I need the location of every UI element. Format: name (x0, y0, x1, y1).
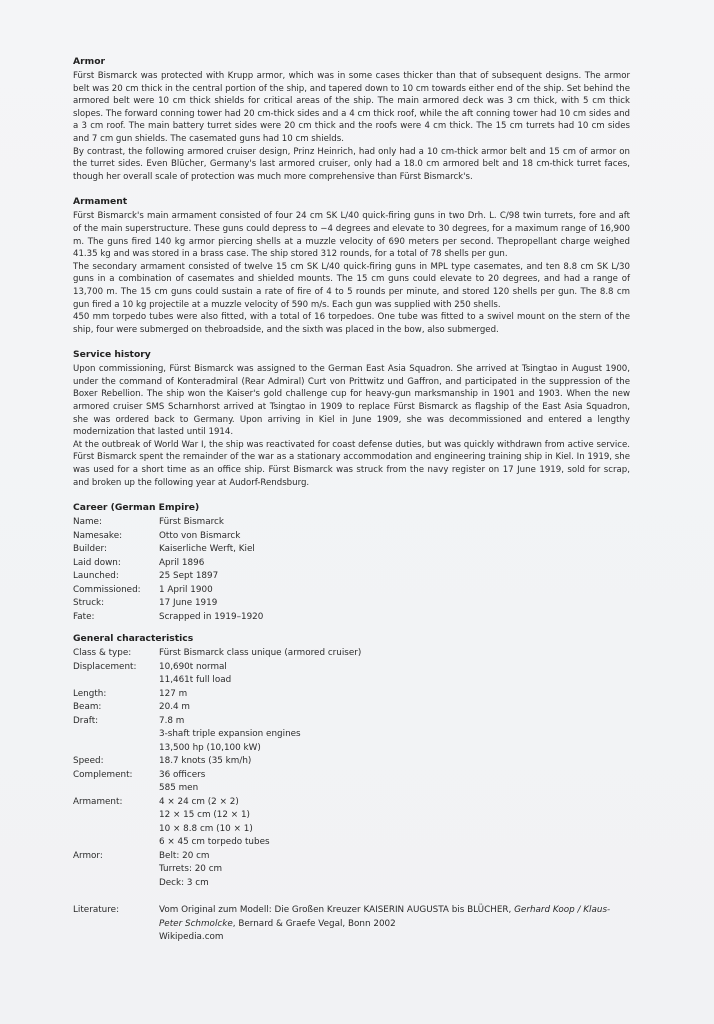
general-row (73, 661, 630, 675)
general-key: Length: (73, 688, 107, 699)
armor-paragraph-1: Fürst Bismarck was protected with Krupp armor, which was in some cases thicker than that of subsequent designs. The armor belt was 20 cm thick in the central portion of the ship, and tapered down to 10 cm towards either end of the ship. Set behind the armored belt were 10 cm thick shields for critical areas of the ship. The main armored deck was 3 cm thick, with 5 cm thick slopes. The forward conning tower had 20 cm-thick sides and a 4 cm thick roof, while the aft conning tower had 10 cm sides and a 3 cm roof. The main battery turret sides were 20 cm thick and the roofs were 4 cm thick. The 15 cm turrets had 10 cm sides and 7 cm gun shields. The casemated guns had 10 cm shields. (73, 71, 630, 144)
career-value: Kaiserliche Werft, Kiel (159, 544, 255, 555)
general-key (73, 836, 159, 850)
general-key (73, 728, 159, 742)
general-value: Belt: 20 cm (159, 850, 210, 861)
service-paragraph-2: At the outbreak of World War I, the ship was reactivated for coast defense duties, but was quickly withdrawn from active service. Fürst Bismarck spent the remainder of the war as a stationary accommodation and engineering training ship in Kiel. In 1919, she was used for a short time as an office ship. Fürst Bismarck was struck from the navy register on 17 June 1919, sold for scrap, and broken up the following year at Audorf-Rendsburg. (73, 439, 630, 488)
general-value: 10 × 8.8 cm (10 × 1) (159, 823, 253, 834)
general-value: Fürst Bismarck class unique (armored cruiser) (159, 648, 362, 659)
career-value: April 1896 (159, 557, 205, 568)
career-value: Scrapped in 1919–1920 (159, 611, 264, 622)
armor-section (73, 56, 630, 183)
armament-paragraph-1: Fürst Bismarck's main armament consisted of four 24 cm SK L/40 quick-firing guns in two Drh. L. C/98 twin turrets, fore and aft of the main superstructure. These guns could depress to −4 degrees and elevate to 30 degrees, for a maximum range of 16,900 m. The guns fired 140 kg armor piercing shells at a muzzle velocity of 690 meters per second. Thepropellant charge weighed 41.35 kg and was stored in a brass case. The ship stored 312 rounds, for a total of 78 shells per gun. (73, 211, 630, 260)
general-key: Complement: (73, 769, 133, 780)
armament-section (73, 196, 630, 336)
career-key: Commissioned: (73, 584, 141, 595)
general-key (73, 782, 159, 796)
career-key: Namesake: (73, 530, 123, 541)
literature-text (159, 904, 630, 945)
general-key (73, 823, 159, 837)
career-key: Fate: (73, 611, 95, 622)
career-row (73, 530, 630, 544)
literature-row (73, 904, 630, 945)
career-row (73, 597, 630, 611)
general-key: Speed: (73, 756, 104, 767)
career-row (73, 611, 630, 625)
general-value: 13,500 hp (10,100 kW) (159, 742, 261, 753)
general-row (73, 769, 630, 783)
general-key: Draft: (73, 715, 99, 726)
career-key: Laid down: (73, 557, 121, 568)
general-value: 12 × 15 cm (12 × 1) (159, 810, 250, 821)
armament-paragraph-2: The secondary armament consisted of twelve 15 cm SK L/40 quick-firing guns in MPL type casemates, and ten 8.8 cm SK L/30 guns in a combination of casemates and shielded mounts. The 15 cm guns could elevate to 20 degrees, and had a range of 13,700 m. The 15 cm guns could sustain a rate of fire of 4 to 5 rounds per minute, and stored 120 shells per gun. The 8.8 cm gun fired a 10 kg projectile at a muzzle velocity of 590 m/s. Each gun was supplied with 250 shells. (73, 261, 630, 310)
general-row (73, 850, 630, 864)
general-key (73, 674, 159, 688)
general-key (73, 863, 159, 877)
literature-source: Wikipedia.com (159, 932, 224, 943)
career-value: 17 June 1919 (159, 598, 218, 609)
career-value: 1 April 1900 (159, 584, 213, 595)
general-row (73, 877, 630, 891)
general-heading: General characteristics (73, 633, 194, 645)
service-history-heading: Service history (73, 349, 151, 361)
general-row (73, 728, 630, 742)
general-key (73, 809, 159, 823)
general-row (73, 863, 630, 877)
general-row (73, 688, 630, 702)
general-row (73, 674, 630, 688)
career-row (73, 557, 630, 571)
career-value: Fürst Bismarck (159, 517, 224, 528)
general-key (73, 877, 159, 891)
career-row (73, 543, 630, 557)
career-row (73, 584, 630, 598)
general-key: Displacement: (73, 661, 137, 672)
armor-heading: Armor (73, 56, 106, 67)
general-key: Class & type: (73, 648, 132, 659)
general-characteristics-section (73, 633, 630, 890)
general-row (73, 755, 630, 769)
general-value: 7.8 m (159, 715, 185, 726)
general-value: 3-shaft triple expansion engines (159, 729, 301, 740)
career-row (73, 516, 630, 530)
general-row (73, 647, 630, 661)
career-value: 25 Sept 1897 (159, 571, 219, 582)
general-value: Turrets: 20 cm (159, 864, 223, 875)
career-value: Otto von Bismarck (159, 530, 241, 541)
armor-paragraph-2: By contrast, the following armored cruiser design, Prinz Heinrich, had only had a 10 cm-thick armor belt and 15 cm of armor on the turret sides. Even Blücher, Germany's last armored cruiser, only had a 18.0 cm armored belt and 18 cm-thick turret faces, though her overall scale of protection was much more comprehensive than Fürst Bismarck's. (73, 146, 630, 182)
general-key: Beam: (73, 702, 102, 713)
career-key: Name: (73, 517, 102, 528)
general-value: 20.4 m (159, 702, 190, 713)
general-row (73, 742, 630, 756)
general-row (73, 715, 630, 729)
general-value: 18.7 knots (35 km/h) (159, 756, 252, 767)
general-value: 4 × 24 cm (2 × 2) (159, 796, 239, 807)
general-row (73, 782, 630, 796)
service-history-section (73, 349, 630, 489)
general-value: Deck: 3 cm (159, 877, 209, 888)
literature-authors: Gerhard Koop / Klaus- Peter Schmolcke (159, 905, 611, 929)
general-value: 11,461t full load (159, 675, 232, 686)
general-row (73, 836, 630, 850)
armament-heading: Armament (73, 196, 128, 208)
general-row (73, 701, 630, 715)
career-heading: Career (German Empire) (73, 502, 200, 514)
literature-publisher: , Bernard & Graefe Vegal, Bonn 2002 (232, 918, 396, 929)
general-value: 36 officers (159, 769, 206, 780)
general-row (73, 823, 630, 837)
general-value: 6 × 45 cm torpedo tubes (159, 837, 270, 848)
career-key: Launched: (73, 571, 119, 582)
general-key: Armament: (73, 796, 123, 807)
literature-title: Vom Original zum Modell: Die Großen Kreuzer KAISERIN AUGUSTA bis BLÜCHER, (159, 905, 515, 916)
general-value: 10,690t normal (159, 661, 227, 672)
literature-label: Literature: (73, 905, 120, 916)
general-table (73, 647, 630, 890)
career-key: Builder: (73, 544, 107, 555)
general-value: 127 m (159, 688, 188, 699)
armament-paragraph-3: 450 mm torpedo tubes were also fitted, with a total of 16 torpedoes. One tube was fitted to a swivel mount on the stern of the ship, four were submerged on thebroadside, and the sixth was placed in the bow, also submerged. (73, 312, 630, 335)
general-key: Armor: (73, 850, 103, 861)
service-paragraph-1: Upon commissioning, Fürst Bismarck was assigned to the German East Asia Squadron. She arrived at Tsingtao in August 1900, under the command of Konteradmiral (Rear Admiral) Curt von Prittwitz und Gaffron, and participated in the suppression of the Boxer Rebellion. The ship won the Kaiser's gold challenge cup for heavy-gun marksmanship in 1901 and 1903. When the new armored cruiser SMS Scharnhorst arrived at Tsingtao in 1909 to replace Fürst Bismarck as flagship of the East Asia Squadron, she was ordered back to Germany. Upon arriving in Kiel in June 1909, she was decommissioned and entered a lengthy modernization that lasted until 1914. (73, 364, 630, 438)
general-key (73, 742, 159, 756)
career-row (73, 570, 630, 584)
general-row (73, 809, 630, 823)
career-table (73, 516, 630, 624)
general-value: 585 men (159, 783, 199, 794)
general-row (73, 796, 630, 810)
career-key: Struck: (73, 598, 105, 609)
career-section (73, 502, 630, 624)
